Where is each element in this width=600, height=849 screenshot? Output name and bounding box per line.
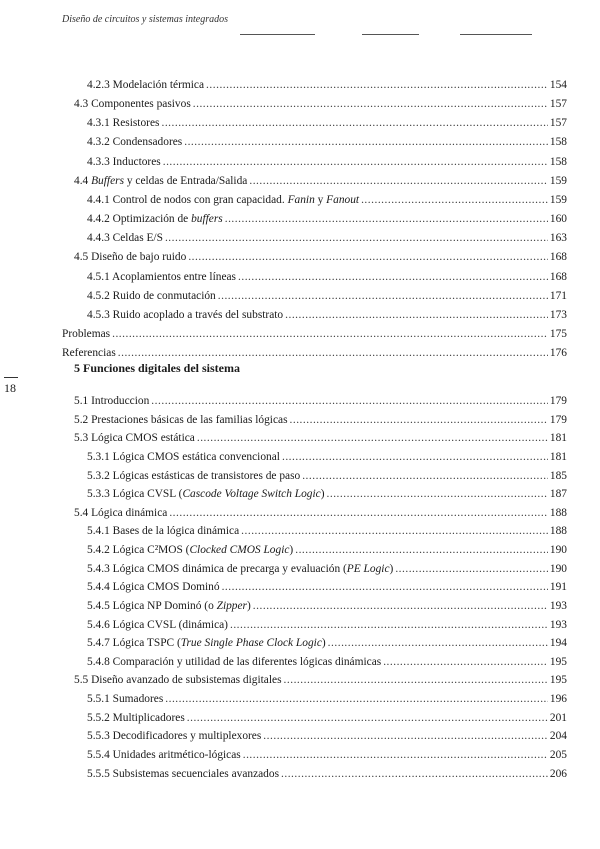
- toc-entry[interactable]: [74, 674, 567, 686]
- toc-entry-title: [87, 271, 236, 283]
- title-text: 5.4.1 Bases de la lógica dinámica: [87, 525, 240, 538]
- italic-term: PE Logic: [346, 562, 390, 575]
- toc-page-number: 196: [549, 693, 567, 706]
- title-text: 4.4.2 Optimización de: [87, 213, 192, 226]
- toc-entry-title: [87, 117, 159, 129]
- toc-page-number: 193: [549, 599, 567, 612]
- dot-leader: [295, 544, 548, 556]
- toc-entry-title: [62, 328, 110, 340]
- title-text: 4.5.3 Ruido acoplado a través del substrato: [87, 308, 284, 321]
- toc-entry[interactable]: [87, 156, 567, 168]
- toc-entry[interactable]: [74, 507, 567, 519]
- toc-page-number: 158: [549, 155, 567, 168]
- toc-entry[interactable]: [87, 213, 567, 225]
- title-text: y celdas de Entrada/Salida: [124, 174, 248, 187]
- title-text: 5.4.6 Lógica CVSL (dinámica): [87, 618, 228, 631]
- toc-entry-title: [87, 581, 220, 593]
- chapter-heading: 5 Funciones digitales del sistema: [74, 361, 241, 375]
- dot-leader: [206, 79, 548, 91]
- dot-leader: [151, 395, 548, 407]
- italic-term: Zipper: [216, 599, 247, 612]
- dot-leader: [165, 232, 548, 244]
- toc-entry-title: [87, 525, 239, 537]
- toc-entry[interactable]: [74, 175, 567, 187]
- toc-entry[interactable]: [87, 619, 567, 631]
- title-text: 5.4.5 Lógica NP Dominó (o: [87, 599, 217, 612]
- title-text: 5.4.7 Lógica TSPC (: [87, 637, 181, 650]
- title-text: 5.4.8 Comparación y utilidad de las diferentes lógicas dinámicas: [87, 655, 382, 668]
- toc-entry-title: [87, 156, 161, 168]
- toc-entry-title: [87, 79, 204, 91]
- toc-entry[interactable]: [87, 194, 567, 206]
- dot-leader: [285, 309, 548, 321]
- page-number: 18: [4, 381, 16, 395]
- italic-term: Cascode Voltage Switch Logic: [182, 488, 321, 501]
- title-text: 5.4.3 Lógica CMOS dinámica de precarga y evaluación (: [87, 562, 347, 575]
- title-text: 5.1 Introduccion: [74, 395, 150, 407]
- title-text: 4.3.1 Resistores: [87, 117, 160, 130]
- toc-entry-title: [74, 432, 195, 444]
- toc-page-number: 168: [549, 251, 567, 264]
- dot-leader: [282, 451, 548, 463]
- title-text: 4.4: [74, 174, 92, 187]
- toc-entry-title: [74, 414, 288, 426]
- toc-page-number: 179: [549, 395, 567, 407]
- title-text: ): [289, 544, 294, 557]
- italic-term: Fanin: [287, 193, 315, 206]
- toc-page-number: 176: [549, 347, 567, 360]
- toc-page-number: 188: [549, 506, 567, 519]
- toc-entry-title: [87, 768, 279, 780]
- toc-page-number: 168: [549, 270, 567, 283]
- dot-leader: [161, 117, 547, 129]
- dot-leader: [187, 712, 548, 724]
- page-number-rule: [4, 377, 18, 378]
- toc-page-number: 173: [549, 308, 567, 321]
- title-text: ): [389, 562, 394, 575]
- toc-entry-title: [87, 563, 393, 575]
- toc-page-number: 181: [549, 432, 567, 445]
- toc-entry-title: [87, 600, 251, 612]
- toc-page-number: 193: [549, 618, 567, 631]
- toc-page-number: 190: [549, 562, 567, 575]
- toc-entry[interactable]: [87, 525, 567, 537]
- toc-entry-title: [62, 347, 116, 359]
- dot-leader: [165, 693, 548, 705]
- toc-entry-title: [74, 251, 186, 263]
- toc-entry[interactable]: [87, 232, 567, 244]
- title-text: 4.3.2 Condensadores: [87, 136, 183, 149]
- title-text: 5.5.4 Unidades aritmético-lógicas: [87, 748, 241, 761]
- title-text: 4.5.1 Acoplamientos entre líneas: [87, 270, 236, 283]
- dot-leader: [290, 414, 548, 426]
- header-rule: [240, 34, 315, 35]
- running-header: Diseño de circuitos y sistemas integrados: [62, 14, 229, 25]
- title-text: 4.5 Diseño de bajo ruido: [74, 251, 187, 264]
- dot-leader: [327, 488, 548, 500]
- italic-term: Fanout: [326, 193, 360, 206]
- italic-term: Buffers: [91, 174, 124, 187]
- title-text: 5.2 Prestaciones básicas de las familias lógicas: [74, 413, 288, 426]
- toc-entry-title: [87, 136, 182, 148]
- dot-leader: [263, 730, 548, 742]
- dot-leader: [163, 156, 548, 168]
- toc-entry-title: [87, 544, 293, 556]
- dot-leader: [238, 271, 548, 283]
- italic-term: buffers: [191, 213, 223, 226]
- toc-entry[interactable]: [74, 414, 567, 426]
- title-text: 5.4 Lógica dinámica: [74, 506, 168, 519]
- toc-page-number: 195: [549, 674, 567, 687]
- title-text: 5.3.2 Lógicas estásticas de transistores de paso: [87, 469, 301, 482]
- title-text: 5.5.1 Sumadores: [87, 693, 164, 706]
- toc-entry[interactable]: [87, 563, 567, 575]
- title-text: 4.2.3 Modelación térmica: [87, 79, 205, 91]
- toc-page-number: 163: [549, 232, 567, 245]
- toc-entry-title: [87, 451, 280, 463]
- toc-page-number: 195: [549, 655, 567, 668]
- toc-entry[interactable]: [87, 309, 567, 321]
- dot-leader: [395, 563, 548, 575]
- toc-entry[interactable]: [87, 117, 567, 129]
- title-text: 5.5.3 Decodificadores y multiplexores: [87, 730, 262, 743]
- dot-leader: [225, 213, 548, 225]
- title-text: 5.4.2 Lógica C²MOS (: [87, 544, 190, 557]
- toc-entry[interactable]: [87, 693, 567, 705]
- toc-entry-title: [87, 619, 228, 631]
- title-text: Problemas: [62, 327, 111, 340]
- title-text: 5.3.3 Lógica CVSL (: [87, 488, 183, 501]
- toc-entry-title: [87, 309, 283, 321]
- dot-leader: [118, 347, 548, 359]
- toc-entry-title: [87, 194, 359, 206]
- toc-entry[interactable]: [87, 451, 567, 463]
- toc-page-number: 181: [549, 450, 567, 463]
- toc-page-number: 204: [549, 730, 567, 743]
- dot-leader: [284, 674, 548, 686]
- dot-leader: [112, 328, 548, 340]
- toc-entry[interactable]: [62, 328, 567, 340]
- dot-leader: [253, 600, 548, 612]
- title-text: 5.4.4 Lógica CMOS Dominó: [87, 581, 220, 594]
- toc-page-number: 175: [549, 327, 567, 340]
- toc-entry[interactable]: [87, 730, 567, 742]
- title-text: 4.4.1 Control de nodos con gran capacidad.: [87, 193, 288, 206]
- toc-entry[interactable]: [74, 395, 567, 407]
- toc-entry[interactable]: [87, 290, 567, 302]
- toc-page-number: 190: [549, 544, 567, 557]
- toc-page-number: 160: [549, 213, 567, 226]
- title-text: 4.3 Componentes pasivos: [74, 98, 191, 111]
- toc-entry-title: [74, 175, 247, 187]
- dot-leader: [193, 98, 548, 110]
- toc-page-number: 157: [549, 98, 567, 111]
- dot-leader: [383, 656, 548, 668]
- title-text: ): [247, 599, 251, 612]
- toc-entry[interactable]: [87, 470, 567, 482]
- dot-leader: [328, 637, 548, 649]
- title-text: y: [314, 193, 327, 206]
- title-text: 4.4.3 Celdas E/S: [87, 232, 163, 245]
- toc-entry[interactable]: [87, 79, 567, 91]
- toc-page-number: 171: [549, 289, 567, 302]
- toc-page-number: 201: [549, 711, 567, 724]
- toc-entry[interactable]: [74, 251, 567, 263]
- toc-entry[interactable]: [87, 712, 567, 724]
- toc-entry-title: [87, 749, 241, 761]
- toc-entry[interactable]: [62, 347, 567, 359]
- dot-leader: [222, 581, 548, 593]
- title-text: 5.5.5 Subsistemas secuenciales avanzados: [87, 767, 280, 780]
- dot-leader: [281, 768, 548, 780]
- toc-entry-title: [74, 674, 282, 686]
- toc-entry-title: [87, 290, 216, 302]
- toc-page-number: 194: [549, 637, 567, 650]
- dot-leader: [230, 619, 548, 631]
- toc-entry-title: [74, 507, 167, 519]
- toc-entry[interactable]: [87, 637, 567, 649]
- toc-entry[interactable]: [74, 432, 567, 444]
- toc-entry-title: [87, 693, 163, 705]
- toc-entry-title: [87, 637, 326, 649]
- toc-page-number: 159: [549, 174, 567, 187]
- toc-entry-title: [87, 656, 381, 668]
- toc-page-number: 191: [549, 581, 567, 594]
- title-text: 5.3.1 Lógica CMOS estática convencional: [87, 450, 280, 463]
- toc-entry-title: [74, 98, 191, 110]
- dot-leader: [169, 507, 548, 519]
- italic-term: True Single Phase Clock Logic: [180, 637, 322, 650]
- dot-leader: [302, 470, 548, 482]
- toc-entry[interactable]: [87, 581, 567, 593]
- toc-page-number: 187: [549, 488, 567, 501]
- italic-term: Clocked CMOS Logic: [189, 544, 290, 557]
- toc-entry-title: [87, 232, 163, 244]
- header-rule: [460, 34, 532, 35]
- toc-entry[interactable]: [87, 656, 567, 668]
- toc-entry-title: [87, 213, 223, 225]
- title-text: ): [321, 637, 326, 650]
- title-text: Referencias: [62, 347, 116, 360]
- title-text: 5.5.2 Multiplicadores: [87, 711, 185, 724]
- toc-page-number: 158: [549, 136, 567, 149]
- dot-leader: [197, 432, 548, 444]
- dot-leader: [184, 136, 548, 148]
- dot-leader: [249, 175, 548, 187]
- title-text: 5.3 Lógica CMOS estática: [74, 432, 195, 445]
- toc-page-number: 157: [549, 117, 567, 130]
- dot-leader: [243, 749, 548, 761]
- toc-entry[interactable]: [87, 600, 567, 612]
- toc-entry[interactable]: [87, 271, 567, 283]
- toc-page-number: 179: [549, 413, 567, 426]
- header-rule: [362, 34, 419, 35]
- toc-entry[interactable]: [87, 488, 567, 500]
- toc-entry[interactable]: [87, 136, 567, 148]
- toc-page-number: 205: [549, 748, 567, 761]
- toc-page-number: 159: [549, 193, 567, 206]
- toc-entry[interactable]: [74, 98, 567, 110]
- toc-entry[interactable]: [87, 544, 567, 556]
- title-text: 5.5 Diseño avanzado de subsistemas digitales: [74, 674, 282, 687]
- title-text: 4.3.3 Inductores: [87, 155, 161, 168]
- toc-entry-title: [87, 730, 261, 742]
- toc-page-number: 185: [549, 469, 567, 482]
- dot-leader: [218, 290, 548, 302]
- toc-entry-title: [87, 488, 325, 500]
- toc-page-number: 154: [549, 79, 567, 91]
- title-text: ): [320, 488, 325, 501]
- title-text: 4.5.2 Ruido de conmutación: [87, 289, 216, 302]
- dot-leader: [361, 194, 548, 206]
- toc-entry-title: [74, 395, 149, 407]
- toc-page-number: 188: [549, 525, 567, 538]
- toc-entry[interactable]: [87, 768, 567, 780]
- dot-leader: [241, 525, 548, 537]
- toc-page-number: 206: [549, 767, 567, 780]
- toc-entry-title: [87, 470, 300, 482]
- toc-entry-title: [87, 712, 185, 724]
- toc-entry[interactable]: [87, 749, 567, 761]
- dot-leader: [188, 251, 548, 263]
